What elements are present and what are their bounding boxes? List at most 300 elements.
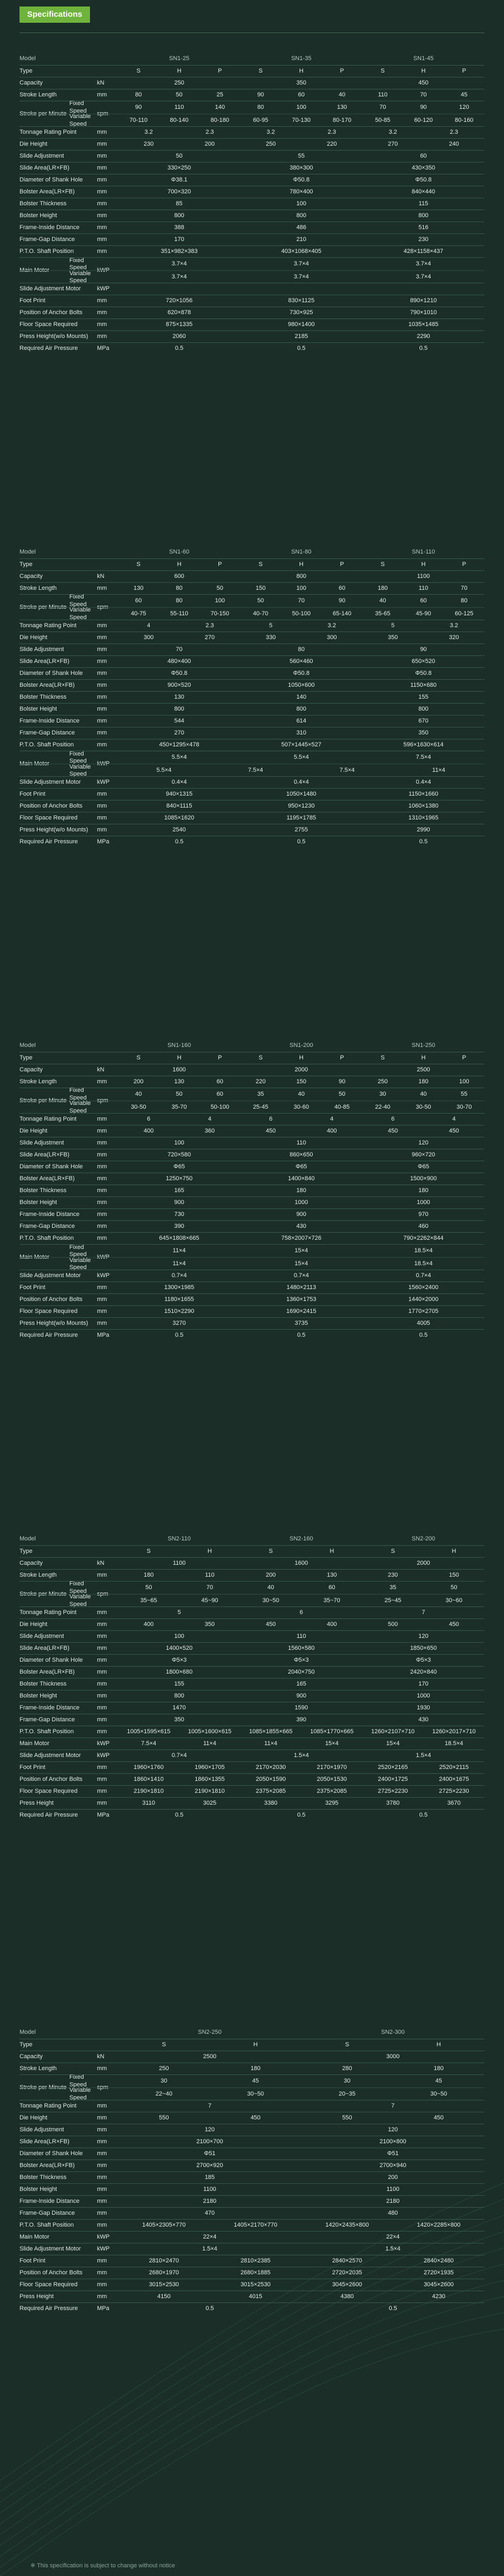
- spec-row: [20, 138, 484, 150]
- spec-value: P: [462, 561, 467, 568]
- spec-value: 40: [379, 597, 386, 604]
- spec-unit: mm: [97, 153, 107, 160]
- spec-label: Required Air Pressure: [20, 1812, 78, 1819]
- spec-value: 0.5: [175, 838, 184, 845]
- spec-value: 250: [378, 1078, 388, 1085]
- spec-label: Bolster Thickness: [20, 1187, 67, 1194]
- spec-label: Slide Adjustment Motor: [20, 1272, 81, 1279]
- spec-unit: mm: [97, 1163, 107, 1170]
- spec-value: 200: [266, 1571, 276, 1578]
- spec-label: Bolster Thickness: [20, 694, 67, 701]
- spec-row: [20, 679, 484, 691]
- spec-value: 3.2: [267, 129, 275, 136]
- spec-row: [20, 1678, 484, 1690]
- spec-value: 480: [387, 2210, 398, 2217]
- spec-sublabel: Variable Speed: [69, 1257, 91, 1271]
- spec-value: 4230: [432, 2293, 445, 2300]
- spec-label: Bolster Area(LR×FB): [20, 188, 75, 196]
- spec-value: 400: [144, 1128, 154, 1135]
- spec-value: 1000: [294, 1199, 308, 1206]
- spec-label: Tonnage Rating Point: [20, 2103, 77, 2110]
- spec-value: 200: [204, 141, 215, 148]
- spec-value: 1405×2170×770: [234, 2222, 277, 2229]
- spec-value: 900: [174, 1199, 184, 1206]
- spec-row: [20, 1076, 484, 1088]
- spec-value: 1085×1620: [164, 815, 195, 822]
- spec-value: 150: [255, 584, 266, 591]
- spec-value: 2720×1935: [423, 2269, 454, 2276]
- spec-label: Frame-Gap Distance: [20, 730, 75, 737]
- spec-row: [20, 1064, 484, 1076]
- spec-unit: mm: [97, 2126, 107, 2133]
- spec-unit: mm: [97, 1681, 107, 1688]
- model-name: SN2-250: [198, 2029, 222, 2035]
- spec-value: 18.5×4: [444, 1740, 463, 1747]
- spec-label: Slide Area(LR×FB): [20, 658, 70, 665]
- spec-value: 2375×2085: [316, 1788, 347, 1795]
- spec-value: 3045×2600: [423, 2281, 454, 2288]
- spec-value: 7.5×4: [339, 767, 355, 774]
- spec-value: H: [421, 1054, 426, 1061]
- spec-unit: mm: [97, 224, 107, 231]
- spec-value: 450: [266, 1128, 276, 1135]
- spec-value: 2.3: [327, 129, 336, 136]
- spec-row: [20, 1173, 484, 1185]
- spec-value: 7: [391, 2103, 395, 2110]
- spec-value: 790×1010: [410, 309, 437, 316]
- spec-label: Stroke Length: [20, 1078, 57, 1085]
- spec-row: [20, 2136, 484, 2148]
- spec-value: H: [299, 561, 303, 568]
- spec-value: P: [218, 561, 222, 568]
- spec-value: 7.5×4: [141, 1740, 157, 1747]
- spec-row: [20, 150, 484, 162]
- spec-row: [20, 1208, 484, 1220]
- spec-value: S: [380, 561, 385, 568]
- spec-row: [20, 570, 484, 582]
- spec-value: 5: [177, 1609, 181, 1616]
- spec-label: Required Air Pressure: [20, 345, 78, 352]
- model-header-row: [20, 2025, 484, 2039]
- spec-row-group: [20, 257, 484, 283]
- spec-value: 650×520: [411, 658, 435, 665]
- spec-value: 50: [450, 1584, 457, 1591]
- spec-value: 230: [387, 1571, 398, 1578]
- spec-value: 100: [296, 584, 307, 591]
- spec-row-group: [20, 1581, 484, 1606]
- spec-unit: mm: [97, 2115, 107, 2122]
- spec-value: 11×4: [264, 1740, 277, 1747]
- spec-row: [20, 1125, 484, 1137]
- spec-unit: mm: [97, 236, 107, 243]
- spec-value: 80-180: [210, 117, 229, 124]
- spec-value: 30~50: [247, 2091, 264, 2098]
- spec-unit: mm: [97, 815, 107, 822]
- spec-value: 11×4: [203, 1740, 216, 1747]
- spec-row: [20, 307, 484, 318]
- spec-row: [20, 2171, 484, 2183]
- spec-value: 40: [338, 91, 346, 98]
- spec-unit: kWP: [97, 285, 110, 292]
- spec-label: Capacity: [20, 79, 43, 86]
- spec-value: Φ5×3: [294, 1657, 309, 1664]
- spec-value: 350: [387, 634, 398, 641]
- spec-label: Stroke per Minute: [20, 1590, 67, 1597]
- spec-value: 0.5: [419, 1332, 428, 1339]
- spec-label: Position of Anchor Bolts: [20, 1296, 83, 1303]
- spec-value: 450×1295×478: [159, 741, 199, 749]
- spec-value: 1100: [203, 2186, 216, 2193]
- spec-value: 0.5: [175, 1332, 184, 1339]
- spec-label: Capacity: [20, 573, 43, 580]
- spec-value: 180: [418, 1187, 429, 1194]
- spec-value: 1690×2415: [286, 1308, 316, 1315]
- spec-value: 11×4: [172, 1260, 186, 1267]
- spec-value: 170: [174, 236, 184, 243]
- spec-value: 1.5×4: [416, 1752, 431, 1759]
- spec-value: 30: [344, 2077, 351, 2084]
- spec-value: 170: [418, 1681, 429, 1688]
- spec-value: 4: [208, 1116, 212, 1123]
- spec-value: 250: [266, 141, 276, 148]
- spec-value: 390: [296, 1716, 307, 1723]
- spec-value: 1400×520: [166, 1645, 193, 1652]
- spec-table-3: [20, 1038, 484, 1341]
- spec-value: S: [345, 2041, 350, 2048]
- spec-value: 1150×680: [410, 682, 437, 689]
- spec-unit: mm: [97, 1609, 107, 1616]
- spec-row: [20, 558, 484, 570]
- spec-value: 2990: [417, 827, 430, 834]
- spec-table-5: [20, 2025, 484, 2314]
- spec-unit: mm: [97, 622, 107, 629]
- spec-unit: mm: [97, 730, 107, 737]
- spec-unit: mm: [97, 1152, 107, 1159]
- spec-value: 5.5×4: [156, 767, 172, 774]
- spec-value: 2100×800: [379, 2138, 406, 2145]
- spec-value: 800: [174, 1693, 184, 1700]
- spec-value: 1000: [417, 1199, 430, 1206]
- model-name: SN2-110: [167, 1536, 191, 1542]
- spec-unit: spm: [97, 603, 108, 610]
- spec-label: Main Motor: [20, 1740, 50, 1747]
- spec-label: Stroke Length: [20, 2065, 57, 2072]
- spec-value: 30~50: [430, 2091, 447, 2098]
- spec-value: 45: [252, 2077, 259, 2084]
- spec-value: 22~40: [156, 2091, 172, 2098]
- spec-value: 388: [174, 224, 184, 231]
- spec-row: [20, 739, 484, 751]
- spec-label: Type: [20, 561, 33, 568]
- spec-value: 970: [418, 1211, 429, 1218]
- spec-row: [20, 1797, 484, 1809]
- spec-label: Diameter of Shank Hole: [20, 1163, 83, 1170]
- spec-row: [20, 2039, 484, 2051]
- model-name: SN1-25: [169, 55, 190, 62]
- spec-value: P: [340, 561, 344, 568]
- spec-label: Position of Anchor Bolts: [20, 309, 83, 316]
- spec-value: Φ38.1: [171, 177, 188, 184]
- spec-value: 40-85: [334, 1104, 350, 1111]
- spec-unit: mm: [97, 1284, 107, 1291]
- spec-value: 1260×2017×710: [432, 1728, 476, 1735]
- spec-value: 140: [296, 694, 307, 701]
- spec-value: Φ5×3: [171, 1657, 187, 1664]
- model-header-row: [20, 51, 484, 65]
- spec-label: Stroke Length: [20, 91, 57, 98]
- spec-value: 1100: [417, 573, 430, 580]
- spec-value: 0.7×4: [416, 1272, 431, 1279]
- spec-value: 2100×700: [196, 2138, 223, 2145]
- spec-value: H: [329, 1547, 334, 1554]
- spec-unit: mm: [97, 2186, 107, 2193]
- spec-sublabel: Variable Speed: [69, 113, 91, 127]
- spec-value: Φ65: [417, 1163, 429, 1170]
- spec-unit: mm: [97, 1320, 107, 1327]
- spec-value: 890×1210: [410, 297, 437, 304]
- spec-value: 3.2: [389, 129, 397, 136]
- spec-label: Slide Adjustment: [20, 153, 64, 160]
- spec-label: Die Height: [20, 634, 48, 641]
- spec-value: 830×1125: [288, 297, 315, 304]
- spec-unit: mm: [97, 129, 107, 136]
- spec-value: 30-50: [131, 1104, 146, 1111]
- spec-table-4: [20, 1531, 484, 1821]
- spec-value: 1930: [417, 1705, 430, 1712]
- spec-row: [20, 1161, 484, 1173]
- spec-value: 1860×1410: [133, 1776, 164, 1783]
- spec-value: 2290: [417, 333, 430, 340]
- spec-value: 860×650: [289, 1152, 313, 1159]
- spec-value: 20~35: [339, 2091, 356, 2098]
- spec-value: 3780: [386, 1800, 400, 1807]
- spec-value: 2725×2230: [438, 1788, 469, 1795]
- spec-value: 130: [133, 584, 144, 591]
- spec-value: 350: [174, 1716, 184, 1723]
- spec-row: [20, 295, 484, 307]
- spec-row: [20, 1305, 484, 1317]
- spec-value: 875×1335: [166, 321, 193, 328]
- spec-value: 1.5×4: [202, 2246, 217, 2253]
- spec-value: 507×1445×527: [281, 741, 321, 749]
- spec-value: 620×878: [167, 309, 191, 316]
- spec-label: Frame-Gap Distance: [20, 1716, 75, 1723]
- spec-value: H: [436, 2041, 441, 2048]
- spec-value: 2520×2165: [378, 1764, 408, 1771]
- spec-row: [20, 1557, 484, 1569]
- spec-label: Foot Print: [20, 1284, 46, 1291]
- spec-value: 940×1315: [166, 791, 193, 798]
- spec-value: 100: [459, 1078, 469, 1085]
- spec-value: 1960×1705: [195, 1764, 225, 1771]
- spec-row: [20, 1196, 484, 1208]
- spec-value: 40: [135, 1090, 142, 1097]
- spec-value: 730: [174, 1211, 184, 1218]
- spec-value: 250: [159, 2065, 169, 2072]
- spec-unit: mm: [97, 2162, 107, 2169]
- spec-value: 0.5: [297, 1332, 306, 1339]
- spec-value: 486: [296, 224, 307, 231]
- spec-subrow: [20, 1245, 484, 1257]
- spec-sublabel: Variable Speed: [69, 763, 91, 777]
- spec-value: 1600: [172, 1066, 186, 1073]
- spec-value: S: [391, 1547, 395, 1554]
- spec-value: 6: [269, 1116, 273, 1123]
- spec-value: 758×2007×726: [281, 1235, 321, 1242]
- spec-value: 720×580: [167, 1152, 191, 1159]
- spec-unit: mm: [97, 1571, 107, 1578]
- spec-sublabel: Fixed Speed: [69, 1087, 87, 1101]
- spec-value: 2500: [203, 2053, 217, 2060]
- spec-unit: mm: [97, 1764, 107, 1771]
- spec-value: 30: [379, 1090, 386, 1097]
- spec-value: 1100: [386, 2186, 399, 2193]
- spec-subrow: [20, 1101, 484, 1114]
- spec-value: 3.2: [144, 129, 153, 136]
- spec-value: 1510×2290: [164, 1308, 195, 1315]
- spec-value: 645×1808×665: [159, 1235, 199, 1242]
- spec-value: 900×520: [167, 682, 191, 689]
- spec-row: [20, 1690, 484, 1702]
- spec-subrow: [20, 764, 484, 777]
- spec-value: 450: [250, 2115, 261, 2122]
- spec-value: 220: [255, 1078, 266, 1085]
- spec-row: [20, 1702, 484, 1714]
- spec-label: Frame-Inside Distance: [20, 224, 80, 231]
- spec-label: Main Motor: [20, 266, 50, 274]
- spec-unit: mm: [97, 1235, 107, 1242]
- spec-row: [20, 776, 484, 788]
- model-name: SN1-60: [169, 549, 190, 555]
- spec-value: 2190×1810: [195, 1788, 225, 1795]
- spec-value: 2520×2115: [439, 1764, 469, 1771]
- spec-value: 2540: [172, 827, 186, 834]
- spec-row: [20, 2243, 484, 2255]
- spec-value: 900: [296, 1211, 307, 1218]
- spec-value: 40: [267, 1584, 274, 1591]
- spec-value: 0.5: [205, 2305, 214, 2312]
- spec-value: 500: [387, 1621, 398, 1628]
- spec-value: H: [451, 1547, 456, 1554]
- spec-subrow: [20, 258, 484, 270]
- spec-value: 840×1115: [166, 803, 192, 810]
- spec-value: 155: [174, 1681, 184, 1688]
- spec-sublabel: Variable Speed: [69, 1100, 91, 1114]
- spec-value: 30~60: [445, 1597, 463, 1604]
- spec-value: 120: [459, 103, 469, 110]
- spec-value: 720×1056: [166, 297, 193, 304]
- spec-value: 45: [435, 2077, 442, 2084]
- spec-value: 15×4: [386, 1740, 400, 1747]
- spec-row: [20, 1785, 484, 1797]
- spec-label: Press Height(w/o Mounts): [20, 333, 88, 340]
- spec-value: 0.5: [389, 2305, 397, 2312]
- spec-row: [20, 222, 484, 233]
- spec-value: 60: [420, 153, 427, 160]
- spec-row: [20, 2100, 484, 2112]
- spec-row: [20, 65, 484, 77]
- spec-value: 730×925: [289, 309, 313, 316]
- spec-sublabel: Fixed Speed: [69, 257, 87, 271]
- spec-unit: mm: [97, 212, 107, 219]
- model-name: SN1-250: [411, 1042, 436, 1049]
- spec-row: [20, 89, 484, 101]
- spec-value: 2755: [294, 827, 308, 834]
- spec-value: 55-110: [170, 610, 189, 617]
- spec-value: 400: [327, 1128, 337, 1135]
- spec-label: Frame-Gap Distance: [20, 236, 75, 243]
- spec-label: Tonnage Rating Point: [20, 622, 77, 629]
- spec-value: 7.5×4: [248, 767, 263, 774]
- spec-value: 7: [208, 2103, 212, 2110]
- spec-label: Slide Area(LR×FB): [20, 1645, 70, 1652]
- spec-value: 70-130: [292, 117, 311, 124]
- spec-unit: mm: [97, 1223, 107, 1230]
- spec-value: 90: [338, 597, 346, 604]
- spec-row: [20, 2112, 484, 2124]
- spec-subrow: [20, 751, 484, 764]
- spec-value: 35-65: [375, 610, 391, 617]
- spec-label: Foot Print: [20, 1764, 46, 1771]
- spec-label: Floor Space Required: [20, 1308, 78, 1315]
- spec-row-group: [20, 2074, 484, 2100]
- spec-value: 110: [205, 1571, 215, 1578]
- spec-value: 2810×2470: [148, 2258, 179, 2265]
- spec-row: [20, 186, 484, 198]
- spec-value: 350: [204, 1621, 215, 1628]
- spec-value: 15×4: [294, 1260, 308, 1267]
- spec-value: 2190×1810: [133, 1788, 164, 1795]
- spec-row: [20, 1569, 484, 1581]
- spec-label: Position of Anchor Bolts: [20, 2269, 83, 2276]
- spec-row-group: [20, 1244, 484, 1270]
- spec-value: 4015: [249, 2293, 262, 2300]
- spec-value: S: [380, 67, 385, 74]
- spec-value: 780×400: [289, 188, 313, 196]
- spec-value: 35: [389, 1584, 397, 1591]
- spec-value: 40-70: [253, 610, 268, 617]
- spec-row: [20, 620, 484, 632]
- spec-value: 2040×750: [288, 1669, 315, 1676]
- spec-value: 480×400: [167, 658, 191, 665]
- spec-row: [20, 1654, 484, 1666]
- spec-value: 1085×1855×665: [249, 1728, 293, 1735]
- spec-value: 50: [216, 584, 223, 591]
- spec-unit: [97, 66, 113, 77]
- spec-row: [20, 1293, 484, 1305]
- spec-label: P.T.O. Shaft Position: [20, 741, 74, 749]
- spec-value: 1560×580: [288, 1645, 315, 1652]
- spec-value: 150: [296, 1078, 307, 1085]
- spec-value: 3295: [325, 1800, 339, 1807]
- spec-value: 120: [418, 1140, 429, 1147]
- page-title: Specifications: [20, 6, 90, 23]
- spec-value: 790×2262×844: [403, 1235, 444, 1242]
- spec-unit: mm: [97, 1776, 107, 1783]
- spec-value: 50-100: [210, 1104, 229, 1111]
- spec-value: S: [146, 1547, 151, 1554]
- spec-row: [20, 1809, 484, 1821]
- page-header: [20, 4, 484, 35]
- spec-value: 1.5×4: [385, 2246, 400, 2253]
- spec-unit: mm: [97, 791, 107, 798]
- spec-label: Frame-Inside Distance: [20, 2198, 80, 2205]
- spec-value: 2.3: [205, 129, 214, 136]
- spec-label: Stroke per Minute: [20, 2084, 67, 2091]
- spec-label: Slide Adjustment: [20, 646, 64, 653]
- spec-unit: spm: [97, 1590, 108, 1597]
- spec-value: S: [136, 67, 141, 74]
